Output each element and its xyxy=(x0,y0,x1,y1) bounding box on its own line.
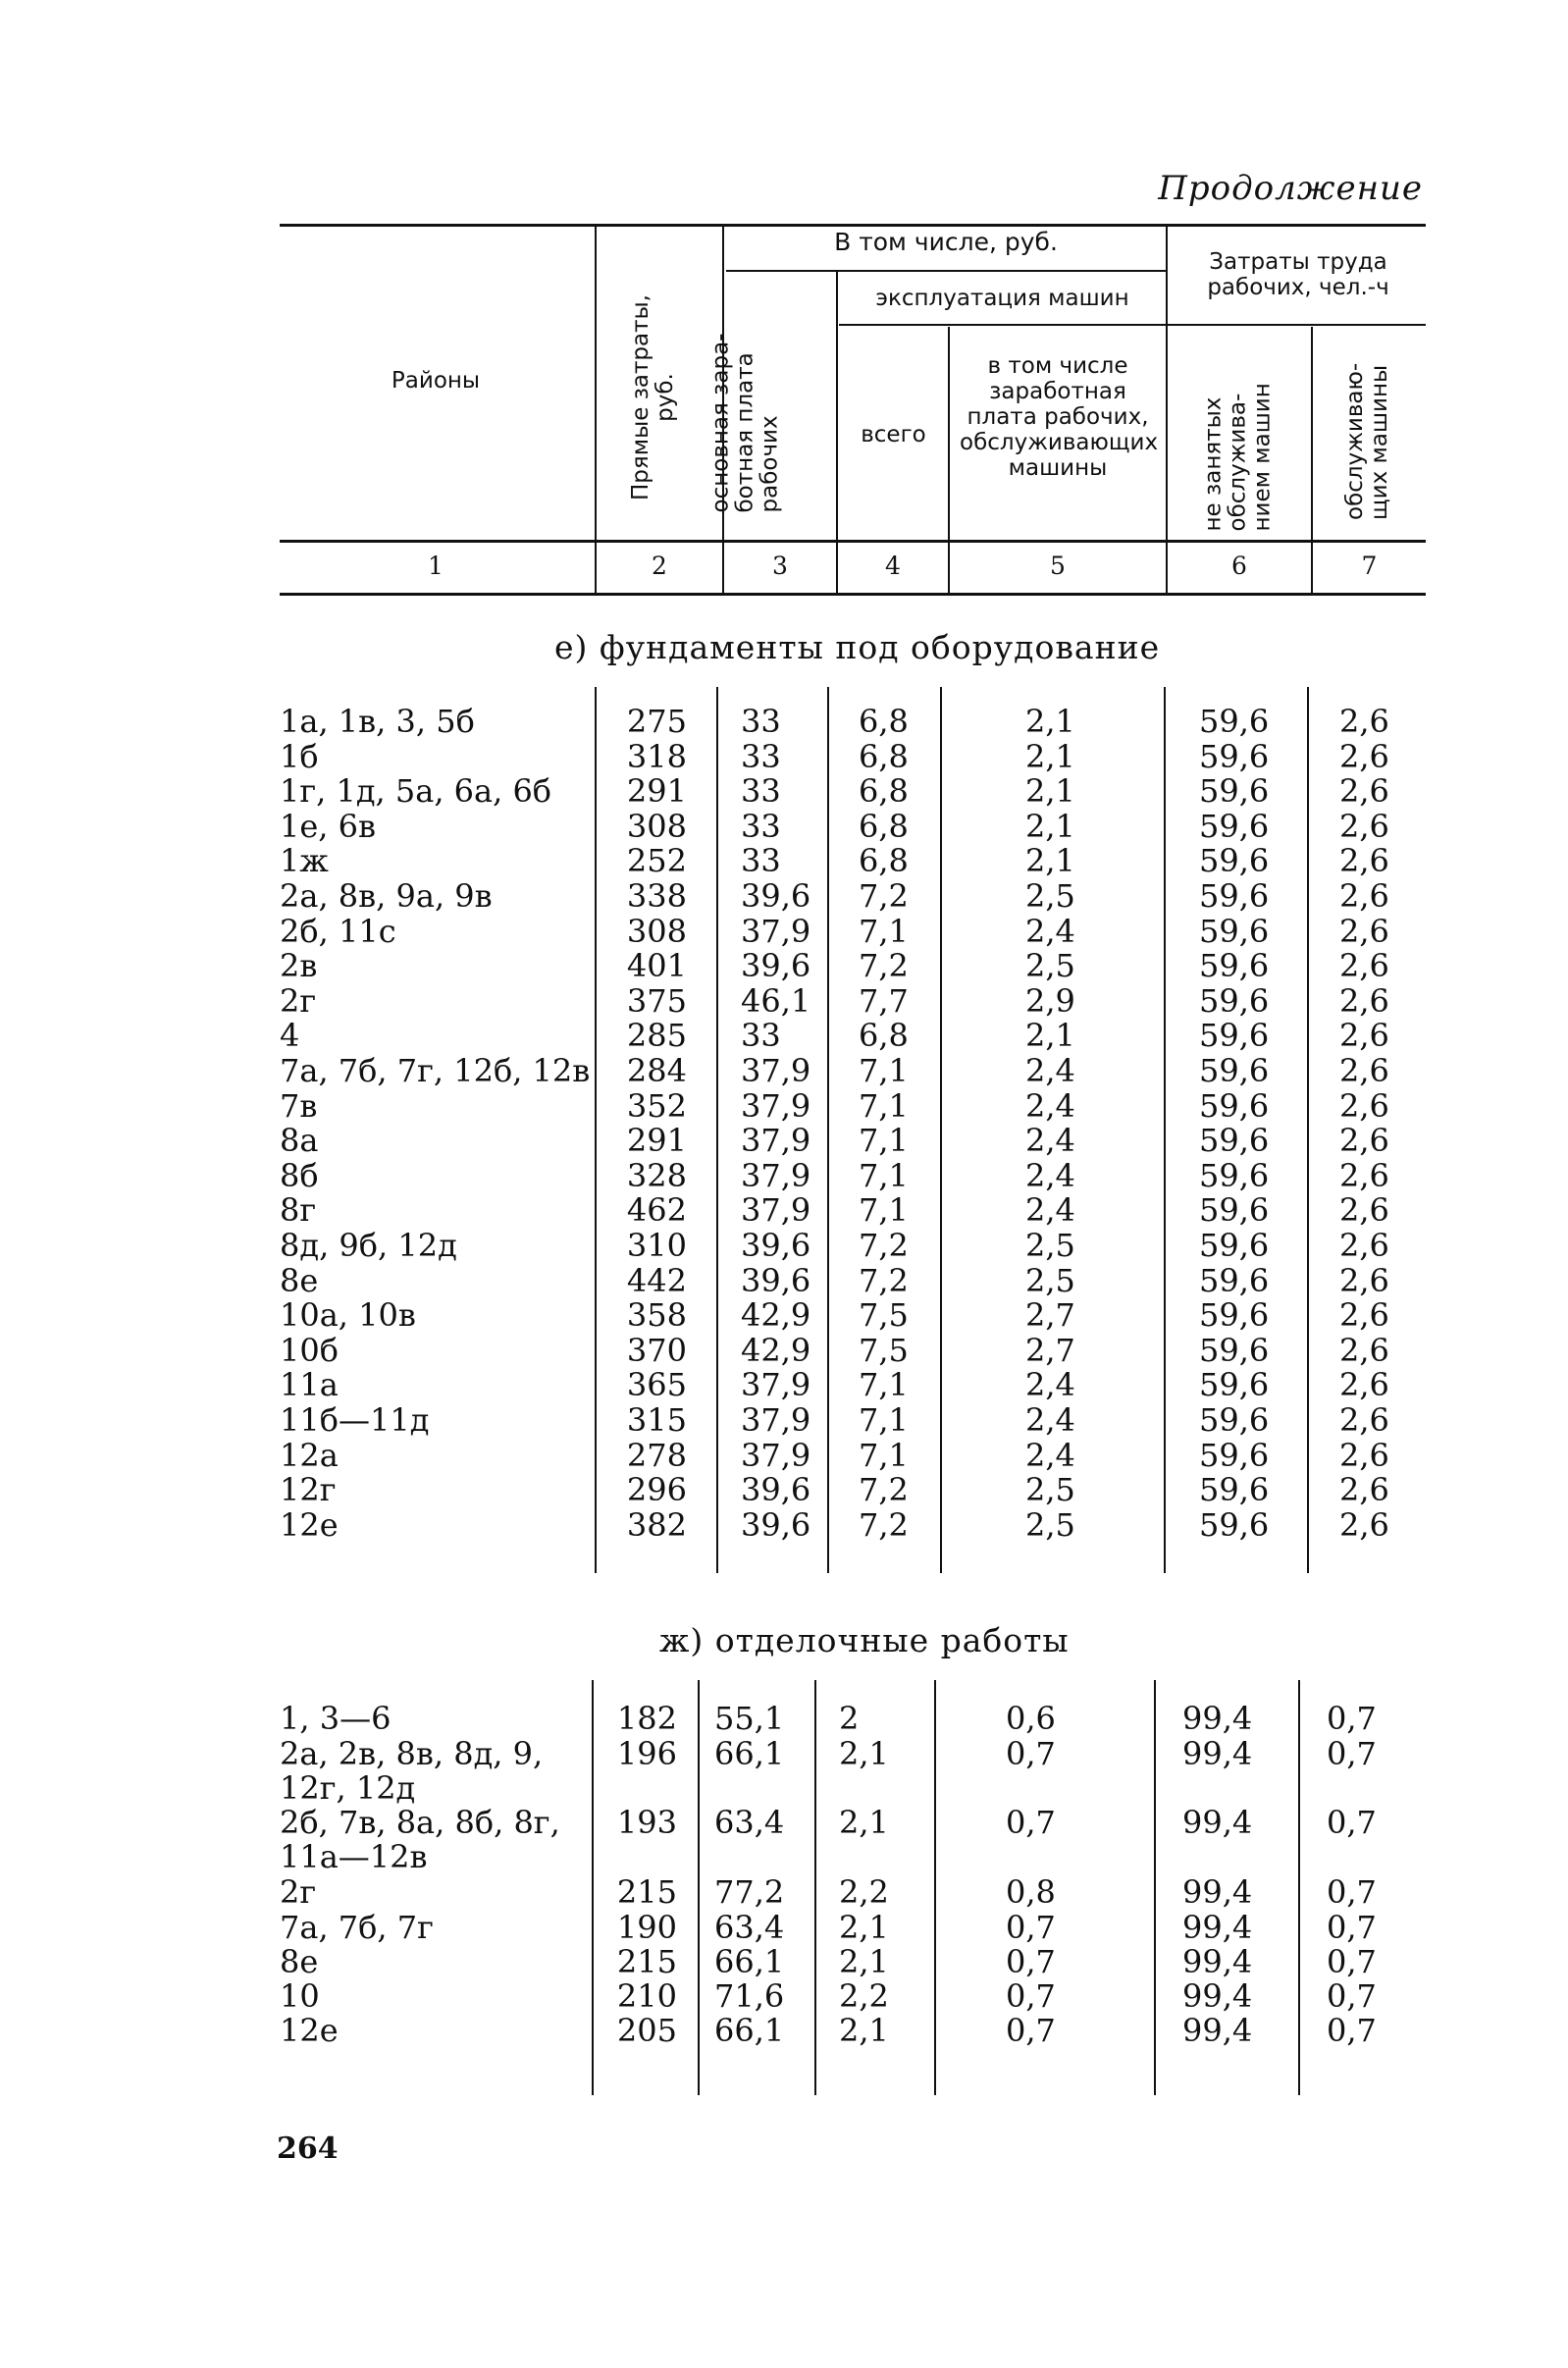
value-cell: 37,9 xyxy=(741,1366,811,1404)
value-cell: 59,6 xyxy=(1199,1052,1270,1089)
value-cell: 252 xyxy=(626,842,687,880)
value-cell: 2,5 xyxy=(1025,1261,1075,1299)
value-cell: 275 xyxy=(626,703,687,740)
value-cell: 7,1 xyxy=(859,1366,909,1404)
value-cell: 0,7 xyxy=(1006,1735,1056,1772)
header-not-servicing: не занятых обслужива- нием машин xyxy=(1200,383,1276,532)
value-cell: 2,2 xyxy=(839,1977,889,2015)
value-cell: 296 xyxy=(626,1471,687,1509)
value-cell: 59,6 xyxy=(1199,1296,1270,1335)
value-cell: 7,1 xyxy=(859,1436,909,1474)
table-row xyxy=(0,1875,1568,1910)
header-servicing: обслуживаю- щих машины xyxy=(1342,362,1392,520)
table-row xyxy=(0,1436,1568,1474)
value-cell: 7,1 xyxy=(859,1401,909,1439)
table-row xyxy=(0,1806,1568,1874)
table-row xyxy=(0,1086,1568,1125)
table-row xyxy=(0,844,1568,878)
table-row xyxy=(0,1505,1568,1544)
district-cell: 2в xyxy=(280,947,318,985)
value-cell: 285 xyxy=(626,1017,687,1055)
district-cell: 10б xyxy=(280,1331,339,1369)
value-cell: 99,4 xyxy=(1182,1700,1253,1737)
value-cell: 7,1 xyxy=(859,1052,909,1089)
district-cell: 11б—11д xyxy=(280,1401,430,1439)
value-cell: 2,7 xyxy=(1025,1331,1075,1369)
value-cell: 2,6 xyxy=(1339,842,1389,880)
value-cell: 2,6 xyxy=(1339,1436,1389,1474)
value-cell: 99,4 xyxy=(1182,1909,1253,1946)
value-cell: 55,1 xyxy=(714,1700,785,1737)
value-cell: 2,6 xyxy=(1339,1471,1389,1509)
value-cell: 66,1 xyxy=(714,1943,785,1980)
value-cell: 2,5 xyxy=(1025,877,1075,915)
value-cell: 2,1 xyxy=(839,1909,889,1946)
value-cell: 33 xyxy=(741,772,781,811)
value-cell: 2,6 xyxy=(1339,1296,1389,1335)
district-cell: 2г xyxy=(280,1873,317,1911)
district-cell: 1г, 1д, 5а, 6а, 6б xyxy=(280,772,552,811)
value-cell: 2,6 xyxy=(1339,1227,1389,1264)
value-cell: 59,6 xyxy=(1199,772,1270,811)
value-cell: 0,7 xyxy=(1006,1977,1056,2015)
value-cell: 99,4 xyxy=(1182,1804,1253,1841)
header-direct-costs: Прямые затраты, руб. xyxy=(628,294,678,500)
value-cell: 71,6 xyxy=(714,1977,785,2015)
value-cell: 59,6 xyxy=(1199,1156,1270,1194)
value-cell: 59,6 xyxy=(1199,737,1270,775)
value-cell: 59,6 xyxy=(1199,912,1270,950)
value-cell: 99,4 xyxy=(1182,2012,1253,2049)
value-cell: 0,7 xyxy=(1327,2012,1377,2049)
value-cell: 63,4 xyxy=(714,1804,785,1841)
value-cell: 0,7 xyxy=(1327,1804,1377,1841)
table-row xyxy=(0,1019,1568,1053)
district-cell: 1е, 6в xyxy=(280,807,377,845)
district-cell: 2г xyxy=(280,981,317,1020)
value-cell: 2,4 xyxy=(1025,1401,1075,1439)
value-cell: 2,6 xyxy=(1339,981,1389,1020)
value-cell: 215 xyxy=(616,1943,677,1980)
value-cell: 59,6 xyxy=(1199,1261,1270,1299)
value-cell: 39,6 xyxy=(741,1227,811,1264)
value-cell: 2,4 xyxy=(1025,1436,1075,1474)
value-cell: 37,9 xyxy=(741,1052,811,1089)
header-base-wage: основная зара- ботная плата рабочих xyxy=(707,333,783,513)
value-cell: 2,1 xyxy=(839,1804,889,1841)
table-row xyxy=(0,1156,1568,1194)
value-cell: 2,4 xyxy=(1025,1086,1075,1125)
value-cell: 7,1 xyxy=(859,1191,909,1230)
value-cell: 7,2 xyxy=(859,947,909,985)
value-cell: 42,9 xyxy=(741,1331,811,1369)
value-cell: 2,6 xyxy=(1339,1366,1389,1404)
value-cell: 6,8 xyxy=(859,1017,909,1055)
value-cell: 291 xyxy=(626,772,687,811)
value-cell: 6,8 xyxy=(859,807,909,845)
value-cell: 6,8 xyxy=(859,737,909,775)
value-cell: 7,2 xyxy=(859,1471,909,1509)
value-cell: 37,9 xyxy=(741,1436,811,1474)
value-cell: 338 xyxy=(626,877,687,915)
value-cell: 7,1 xyxy=(859,1122,909,1160)
value-cell: 7,5 xyxy=(859,1331,909,1369)
value-cell: 182 xyxy=(616,1700,677,1737)
value-cell: 382 xyxy=(626,1505,687,1544)
value-cell: 39,6 xyxy=(741,1261,811,1299)
value-cell: 278 xyxy=(626,1436,687,1474)
table-row xyxy=(0,879,1568,914)
value-cell: 39,6 xyxy=(741,1505,811,1544)
value-cell: 99,4 xyxy=(1182,1943,1253,1980)
district-cell: 4 xyxy=(280,1017,300,1055)
district-cell: 10а, 10в xyxy=(280,1296,416,1335)
column-number: 7 xyxy=(1361,552,1378,580)
value-cell: 315 xyxy=(626,1401,687,1439)
value-cell: 0,8 xyxy=(1006,1873,1056,1911)
value-cell: 2,4 xyxy=(1025,1052,1075,1089)
value-cell: 59,6 xyxy=(1199,947,1270,985)
district-cell-continued: 12г, 12д xyxy=(280,1769,416,1807)
value-cell: 59,6 xyxy=(1199,1366,1270,1404)
value-cell: 328 xyxy=(626,1156,687,1194)
value-cell: 215 xyxy=(616,1873,677,1911)
district-cell: 8е xyxy=(280,1943,319,1980)
value-cell: 370 xyxy=(626,1331,687,1369)
value-cell: 308 xyxy=(626,807,687,845)
value-cell: 66,1 xyxy=(714,2012,785,2049)
value-cell: 2,6 xyxy=(1339,1052,1389,1089)
table-row xyxy=(0,1737,1568,1806)
value-cell: 358 xyxy=(626,1296,687,1335)
column-number: 1 xyxy=(428,552,444,580)
value-cell: 7,2 xyxy=(859,1505,909,1544)
value-cell: 7,1 xyxy=(859,1086,909,1125)
district-cell: 1б xyxy=(280,737,319,775)
table-row xyxy=(0,1702,1568,1736)
table-row xyxy=(0,1945,1568,1979)
value-cell: 59,6 xyxy=(1199,703,1270,740)
value-cell: 0,7 xyxy=(1327,1943,1377,1980)
column-number: 5 xyxy=(1050,552,1066,580)
value-cell: 310 xyxy=(626,1227,687,1264)
header-including-wage: в том числе заработная плата рабочих, обслуживающих машины xyxy=(960,353,1159,481)
value-cell: 59,6 xyxy=(1199,981,1270,1020)
value-cell: 33 xyxy=(741,703,781,740)
value-cell: 0,7 xyxy=(1006,1909,1056,1946)
district-cell: 2а, 8в, 9а, 9в xyxy=(280,877,493,915)
header-including: В том числе, руб. xyxy=(834,228,1058,256)
value-cell: 46,1 xyxy=(741,981,811,1020)
value-cell: 37,9 xyxy=(741,1401,811,1439)
value-cell: 7,7 xyxy=(859,981,909,1020)
value-cell: 2,4 xyxy=(1025,1156,1075,1194)
district-cell-continued: 11а—12в xyxy=(280,1838,428,1875)
value-cell: 2,6 xyxy=(1339,1331,1389,1369)
value-cell: 7,1 xyxy=(859,1156,909,1194)
value-cell: 42,9 xyxy=(741,1296,811,1335)
value-cell: 63,4 xyxy=(714,1909,785,1946)
header-districts: Районы xyxy=(391,368,481,394)
value-cell: 59,6 xyxy=(1199,1086,1270,1125)
value-cell: 2,6 xyxy=(1339,912,1389,950)
value-cell: 37,9 xyxy=(741,912,811,950)
value-cell: 7,1 xyxy=(859,912,909,950)
value-cell: 37,9 xyxy=(741,1156,811,1194)
value-cell: 7,5 xyxy=(859,1296,909,1335)
table-row xyxy=(0,912,1568,950)
value-cell: 2,4 xyxy=(1025,912,1075,950)
value-cell: 59,6 xyxy=(1199,1471,1270,1509)
table-row xyxy=(0,1403,1568,1438)
value-cell: 2,9 xyxy=(1025,981,1075,1020)
value-cell: 2,2 xyxy=(839,1873,889,1911)
value-cell: 2,6 xyxy=(1339,807,1389,845)
column-number: 6 xyxy=(1231,552,1247,580)
value-cell: 2,6 xyxy=(1339,703,1389,740)
column-number: 3 xyxy=(772,552,788,580)
value-cell: 0,7 xyxy=(1327,1735,1377,1772)
value-cell: 2,4 xyxy=(1025,1366,1075,1404)
value-cell: 59,6 xyxy=(1199,877,1270,915)
value-cell: 59,6 xyxy=(1199,1505,1270,1544)
table-row xyxy=(0,2014,1568,2048)
value-cell: 7,2 xyxy=(859,1227,909,1264)
district-cell: 12а xyxy=(280,1436,339,1474)
district-cell: 7а, 7б, 7г, 12б, 12в xyxy=(280,1052,591,1089)
district-cell: 1, 3—6 xyxy=(280,1700,392,1737)
value-cell: 2,6 xyxy=(1339,737,1389,775)
table-row xyxy=(0,1229,1568,1263)
header-total: всего xyxy=(861,422,926,447)
value-cell: 0,7 xyxy=(1327,1977,1377,2015)
value-cell: 352 xyxy=(626,1086,687,1125)
value-cell: 284 xyxy=(626,1052,687,1089)
value-cell: 39,6 xyxy=(741,1471,811,1509)
value-cell: 33 xyxy=(741,737,781,775)
table-row xyxy=(0,1124,1568,1158)
district-cell: 11а xyxy=(280,1366,339,1404)
value-cell: 2,6 xyxy=(1339,1122,1389,1160)
value-cell: 0,7 xyxy=(1006,1943,1056,1980)
value-cell: 99,4 xyxy=(1182,1873,1253,1911)
value-cell: 2,1 xyxy=(839,1735,889,1772)
value-cell: 2,5 xyxy=(1025,1505,1075,1544)
section-title-finishing: ж) отделочные работы xyxy=(659,1621,1070,1659)
value-cell: 66,1 xyxy=(714,1735,785,1772)
value-cell: 0,7 xyxy=(1327,1909,1377,1946)
value-cell: 59,6 xyxy=(1199,807,1270,845)
district-cell: 12г xyxy=(280,1471,337,1509)
value-cell: 39,6 xyxy=(741,877,811,915)
value-cell: 2,6 xyxy=(1339,1261,1389,1299)
continuation-label: Продолжение xyxy=(1158,169,1423,208)
value-cell: 39,6 xyxy=(741,947,811,985)
section-title-foundations: е) фундаменты под оборудование xyxy=(554,628,1161,666)
district-cell: 1а, 1в, 3, 5б xyxy=(280,703,475,740)
value-cell: 59,6 xyxy=(1199,842,1270,880)
table-row xyxy=(0,705,1568,739)
header-labor: Затраты труда рабочих, чел.-ч xyxy=(1207,249,1389,300)
value-cell: 2,1 xyxy=(1025,703,1075,740)
value-cell: 2,1 xyxy=(839,2012,889,2049)
value-cell: 2,6 xyxy=(1339,1086,1389,1125)
value-cell: 210 xyxy=(616,1977,677,2015)
table-row xyxy=(0,1331,1568,1369)
table-row xyxy=(0,1054,1568,1088)
value-cell: 33 xyxy=(741,842,781,880)
value-cell: 59,6 xyxy=(1199,1331,1270,1369)
value-cell: 59,6 xyxy=(1199,1122,1270,1160)
value-cell: 462 xyxy=(626,1191,687,1230)
district-cell: 7в xyxy=(280,1086,318,1125)
district-cell: 8б xyxy=(280,1156,319,1194)
value-cell: 2,6 xyxy=(1339,1017,1389,1055)
value-cell: 33 xyxy=(741,1017,781,1055)
district-cell: 2б, 11с xyxy=(280,912,396,950)
value-cell: 375 xyxy=(626,981,687,1020)
value-cell: 0,7 xyxy=(1006,2012,1056,2049)
value-cell: 291 xyxy=(626,1122,687,1160)
district-cell: 8е xyxy=(280,1261,319,1299)
value-cell: 205 xyxy=(616,2012,677,2049)
value-cell: 2,1 xyxy=(1025,772,1075,811)
value-cell: 2,1 xyxy=(1025,737,1075,775)
district-cell: 1ж xyxy=(280,842,329,880)
value-cell: 99,4 xyxy=(1182,1977,1253,2015)
table-row xyxy=(0,981,1568,1020)
value-cell: 0,7 xyxy=(1327,1700,1377,1737)
table-row xyxy=(0,1473,1568,1507)
value-cell: 33 xyxy=(741,807,781,845)
district-cell: 12е xyxy=(280,2012,339,2049)
value-cell: 0,7 xyxy=(1006,1804,1056,1841)
value-cell: 37,9 xyxy=(741,1191,811,1230)
value-cell: 2,1 xyxy=(1025,842,1075,880)
value-cell: 0,7 xyxy=(1327,1873,1377,1911)
table-row xyxy=(0,1368,1568,1402)
value-cell: 2,1 xyxy=(1025,1017,1075,1055)
value-cell: 2,7 xyxy=(1025,1296,1075,1335)
value-cell: 2,6 xyxy=(1339,1401,1389,1439)
value-cell: 401 xyxy=(626,947,687,985)
value-cell: 6,8 xyxy=(859,842,909,880)
value-cell: 190 xyxy=(616,1909,677,1946)
value-cell: 2,4 xyxy=(1025,1122,1075,1160)
value-cell: 193 xyxy=(616,1804,677,1841)
district-cell: 10 xyxy=(280,1977,320,2015)
district-cell: 2а, 2в, 8в, 8д, 9, xyxy=(280,1735,544,1772)
table-row xyxy=(0,774,1568,809)
value-cell: 2,6 xyxy=(1339,1191,1389,1230)
value-cell: 0,6 xyxy=(1006,1700,1056,1737)
value-cell: 365 xyxy=(626,1366,687,1404)
table-row xyxy=(0,949,1568,983)
value-cell: 308 xyxy=(626,912,687,950)
value-cell: 2,5 xyxy=(1025,947,1075,985)
value-cell: 2,1 xyxy=(1025,807,1075,845)
table-row xyxy=(0,807,1568,845)
value-cell: 6,8 xyxy=(859,703,909,740)
value-cell: 2 xyxy=(839,1700,860,1737)
column-number: 2 xyxy=(652,552,667,580)
district-cell: 2б, 7в, 8а, 8б, 8г, xyxy=(280,1804,560,1841)
value-cell: 2,6 xyxy=(1339,947,1389,985)
value-cell: 7,2 xyxy=(859,1261,909,1299)
value-cell: 6,8 xyxy=(859,772,909,811)
value-cell: 59,6 xyxy=(1199,1191,1270,1230)
table-row xyxy=(0,1261,1568,1299)
district-cell: 8а xyxy=(280,1122,319,1160)
table-row xyxy=(0,1193,1568,1228)
district-cell: 12е xyxy=(280,1505,339,1544)
value-cell: 7,2 xyxy=(859,877,909,915)
table-row xyxy=(0,1298,1568,1333)
table-row xyxy=(0,1911,1568,1945)
district-cell: 8д, 9б, 12д xyxy=(280,1227,457,1264)
value-cell: 59,6 xyxy=(1199,1401,1270,1439)
value-cell: 2,6 xyxy=(1339,877,1389,915)
value-cell: 37,9 xyxy=(741,1122,811,1160)
table-row xyxy=(0,1979,1568,2014)
value-cell: 2,6 xyxy=(1339,772,1389,811)
value-cell: 59,6 xyxy=(1199,1436,1270,1474)
district-cell: 7а, 7б, 7г xyxy=(280,1909,434,1946)
value-cell: 196 xyxy=(616,1735,677,1772)
value-cell: 59,6 xyxy=(1199,1227,1270,1264)
district-cell: 8г xyxy=(280,1191,317,1230)
value-cell: 2,4 xyxy=(1025,1191,1075,1230)
value-cell: 2,6 xyxy=(1339,1156,1389,1194)
value-cell: 318 xyxy=(626,737,687,775)
value-cell: 2,1 xyxy=(839,1943,889,1980)
value-cell: 2,5 xyxy=(1025,1471,1075,1509)
value-cell: 442 xyxy=(626,1261,687,1299)
value-cell: 99,4 xyxy=(1182,1735,1253,1772)
column-number: 4 xyxy=(885,552,901,580)
page-number: 264 xyxy=(277,2131,339,2166)
value-cell: 77,2 xyxy=(714,1873,785,1911)
header-machine-operation: эксплуатация машин xyxy=(875,286,1129,311)
value-cell: 2,6 xyxy=(1339,1505,1389,1544)
value-cell: 59,6 xyxy=(1199,1017,1270,1055)
value-cell: 2,5 xyxy=(1025,1227,1075,1264)
value-cell: 37,9 xyxy=(741,1086,811,1125)
table-row xyxy=(0,737,1568,775)
